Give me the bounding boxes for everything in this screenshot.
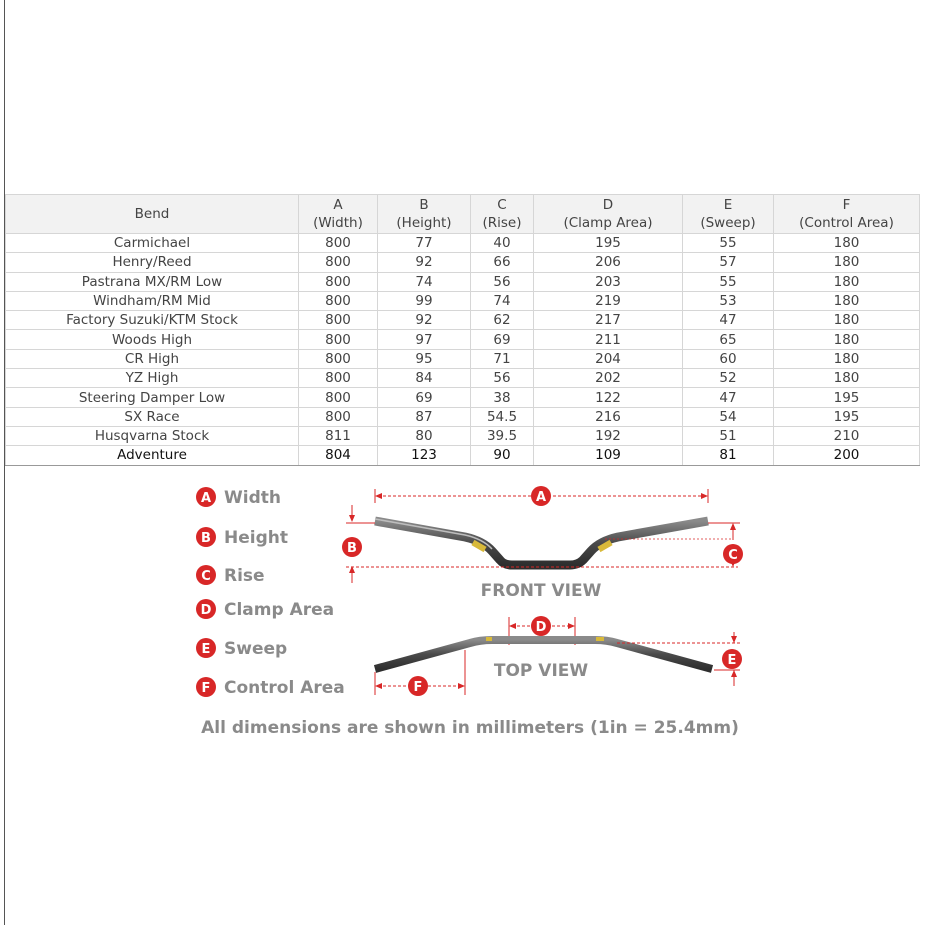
table-row (6, 388, 920, 407)
bend-name-cell: Adventure (6, 446, 299, 465)
dim-c-badge-letter: C (728, 548, 738, 563)
value-cell: 800 (299, 388, 378, 407)
value-cell: 66 (471, 253, 534, 272)
front-view-label: FRONT VIEW (480, 581, 602, 601)
handlebar-dimension-diagram (0, 470, 925, 750)
value-cell: 65 (683, 330, 774, 349)
dim-d-arrow-right (568, 623, 575, 629)
value-cell: 84 (378, 369, 471, 388)
table-row (6, 330, 920, 349)
value-cell: 202 (534, 369, 683, 388)
table-row (6, 253, 920, 272)
bend-name-cell: Carmichael (6, 234, 299, 253)
value-cell: 800 (299, 407, 378, 426)
legend-label-width: Width (224, 488, 281, 508)
legend-label-sweep: Sweep (224, 639, 288, 659)
value-cell: 800 (299, 369, 378, 388)
value-cell: 800 (299, 330, 378, 349)
value-cell: 55 (683, 234, 774, 253)
value-cell: 56 (471, 369, 534, 388)
table-row (6, 272, 920, 291)
dim-b-arrow-top (349, 515, 355, 522)
legend-label-control-area: Control Area (224, 678, 345, 698)
value-cell: 180 (774, 311, 920, 330)
legend-badge-b-letter: B (201, 531, 211, 546)
front-view (342, 486, 743, 601)
value-cell: 74 (471, 291, 534, 310)
value-cell: 60 (683, 349, 774, 368)
bend-name-cell: Steering Damper Low (6, 388, 299, 407)
bend-name-cell: Windham/RM Mid (6, 291, 299, 310)
value-cell: 109 (534, 446, 683, 465)
dim-f-arrow-left (375, 683, 382, 689)
value-cell: 180 (774, 291, 920, 310)
units-caption: All dimensions are shown in millimeters (1in = 25.4mm) (201, 718, 739, 738)
value-cell: 38 (471, 388, 534, 407)
value-cell: 180 (774, 349, 920, 368)
value-cell: 800 (299, 291, 378, 310)
table-row (6, 291, 920, 310)
dim-a-arrow-right (701, 493, 708, 499)
bend-name-cell: Henry/Reed (6, 253, 299, 272)
value-cell: 54 (683, 407, 774, 426)
dim-f-arrow-right (458, 683, 465, 689)
dim-e-arrow-top (731, 636, 737, 643)
value-cell: 180 (774, 272, 920, 291)
value-cell: 180 (774, 234, 920, 253)
value-cell: 219 (534, 291, 683, 310)
dim-b-badge-letter: B (347, 541, 357, 556)
table-header-row (6, 195, 920, 234)
table-row (6, 349, 920, 368)
value-cell: 95 (378, 349, 471, 368)
top-view (375, 616, 742, 696)
table-row (6, 446, 920, 465)
column-header-bend: Bend (6, 195, 299, 234)
value-cell: 69 (378, 388, 471, 407)
value-cell: 192 (534, 426, 683, 445)
value-cell: 180 (774, 330, 920, 349)
bend-name-cell: Husqvarna Stock (6, 426, 299, 445)
column-header-control-area: F (Control Area) (774, 195, 920, 234)
value-cell: 804 (299, 446, 378, 465)
value-cell: 99 (378, 291, 471, 310)
value-cell: 180 (774, 253, 920, 272)
value-cell: 47 (683, 311, 774, 330)
dim-e-badge-letter: E (727, 653, 737, 668)
value-cell: 69 (471, 330, 534, 349)
value-cell: 77 (378, 234, 471, 253)
legend-item-width (196, 487, 281, 508)
value-cell: 54.5 (471, 407, 534, 426)
value-cell: 92 (378, 253, 471, 272)
value-cell: 40 (471, 234, 534, 253)
value-cell: 800 (299, 311, 378, 330)
value-cell: 90 (471, 446, 534, 465)
dim-c-arrow-top (730, 523, 736, 530)
dim-e-arrow-bottom (731, 670, 737, 677)
bend-name-cell: YZ High (6, 369, 299, 388)
top-view-label: TOP VIEW (493, 661, 589, 681)
bend-name-cell: Pastrana MX/RM Low (6, 272, 299, 291)
value-cell: 217 (534, 311, 683, 330)
value-cell: 71 (471, 349, 534, 368)
column-header-sweep: E (Sweep) (683, 195, 774, 234)
legend-item-control-area (196, 677, 345, 698)
dim-d-arrow-left (509, 623, 516, 629)
value-cell: 57 (683, 253, 774, 272)
value-cell: 53 (683, 291, 774, 310)
value-cell: 200 (774, 446, 920, 465)
value-cell: 811 (299, 426, 378, 445)
value-cell: 55 (683, 272, 774, 291)
table-row (6, 311, 920, 330)
value-cell: 195 (774, 407, 920, 426)
value-cell: 51 (683, 426, 774, 445)
column-header-height: B (Height) (378, 195, 471, 234)
value-cell: 52 (683, 369, 774, 388)
bend-name-cell: CR High (6, 349, 299, 368)
column-header-rise: C (Rise) (471, 195, 534, 234)
value-cell: 122 (534, 388, 683, 407)
table-row (6, 407, 920, 426)
value-cell: 800 (299, 234, 378, 253)
value-cell: 216 (534, 407, 683, 426)
value-cell: 180 (774, 369, 920, 388)
bend-name-cell: Factory Suzuki/KTM Stock (6, 311, 299, 330)
dim-a-badge-letter: A (535, 490, 547, 505)
value-cell: 97 (378, 330, 471, 349)
table-row (6, 369, 920, 388)
value-cell: 203 (534, 272, 683, 291)
value-cell: 62 (471, 311, 534, 330)
value-cell: 800 (299, 272, 378, 291)
legend (196, 487, 345, 698)
value-cell: 195 (774, 388, 920, 407)
value-cell: 123 (378, 446, 471, 465)
legend-badge-e-letter: E (201, 642, 211, 657)
value-cell: 80 (378, 426, 471, 445)
value-cell: 800 (299, 253, 378, 272)
legend-item-clamp-area (196, 599, 334, 620)
legend-item-rise (196, 565, 265, 586)
column-header-clamp-area: D (Clamp Area) (534, 195, 683, 234)
dim-f-badge-letter: F (413, 680, 423, 695)
value-cell: 92 (378, 311, 471, 330)
table-row (6, 234, 920, 253)
legend-label-clamp-area: Clamp Area (224, 600, 335, 620)
value-cell: 211 (534, 330, 683, 349)
value-cell: 206 (534, 253, 683, 272)
legend-item-sweep (196, 638, 287, 659)
value-cell: 800 (299, 349, 378, 368)
legend-badge-a-letter: A (200, 491, 212, 506)
legend-badge-f-letter: F (201, 681, 211, 696)
legend-label-height: Height (224, 528, 288, 548)
legend-badge-d-letter: D (200, 603, 212, 618)
value-cell: 87 (378, 407, 471, 426)
bend-name-cell: Woods High (6, 330, 299, 349)
legend-label-rise: Rise (224, 566, 265, 586)
table-row (6, 426, 920, 445)
value-cell: 210 (774, 426, 920, 445)
value-cell: 81 (683, 446, 774, 465)
bend-name-cell: SX Race (6, 407, 299, 426)
column-header-width: A (Width) (299, 195, 378, 234)
value-cell: 74 (378, 272, 471, 291)
value-cell: 56 (471, 272, 534, 291)
value-cell: 195 (534, 234, 683, 253)
top-bar-marker-left (486, 637, 492, 641)
dim-a-arrow-left (375, 493, 382, 499)
dimensions-table (5, 194, 920, 466)
value-cell: 47 (683, 388, 774, 407)
value-cell: 204 (534, 349, 683, 368)
value-cell: 39.5 (471, 426, 534, 445)
legend-item-height (196, 527, 288, 548)
top-bar-marker-right (596, 637, 604, 641)
legend-badge-c-letter: C (201, 569, 211, 584)
dim-d-badge-letter: D (535, 620, 547, 635)
